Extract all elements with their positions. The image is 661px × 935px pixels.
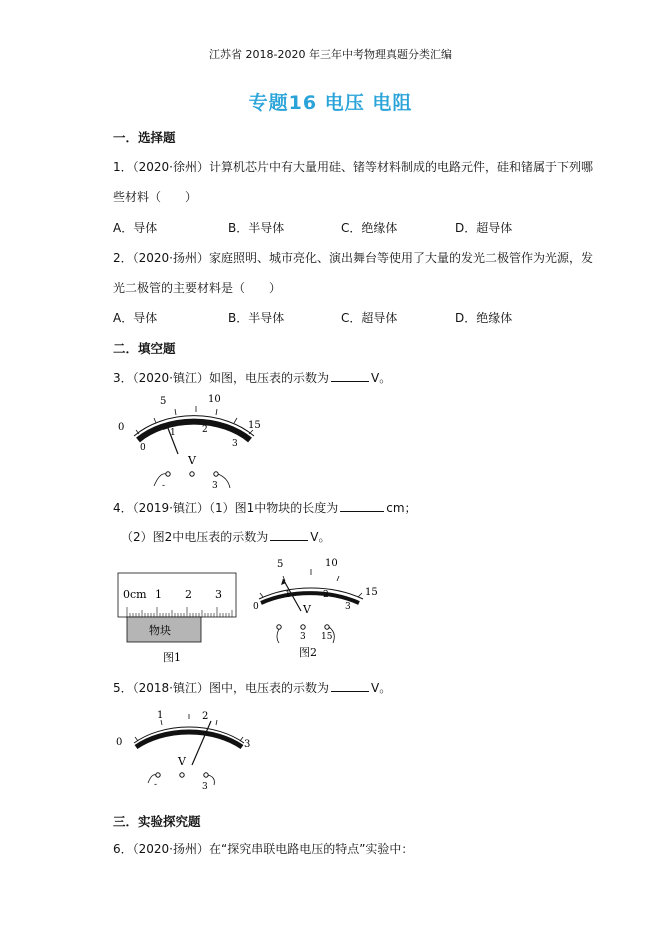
meter3-terminal-label-neg: - bbox=[154, 780, 158, 790]
meter1-inner-label-2: 2 bbox=[202, 425, 208, 435]
meter2-terminal-label-15: 15 bbox=[321, 632, 333, 642]
q3-text bbox=[113, 369, 391, 386]
q5-prefix: 5．（2018·镇江）图中，电压表的示数为 bbox=[113, 681, 329, 695]
q3-suffix: V。 bbox=[371, 371, 392, 385]
q2-line1: 2．（2020·扬州）家庭照明、城市亮化、演出舞台等使用了大量的发光二极管作为光源，发 bbox=[113, 251, 593, 265]
ruler-label-0cm: 0cm bbox=[123, 588, 147, 601]
q1-option-a: A．导体 bbox=[113, 221, 158, 235]
meter2-outer-label-5: 5 bbox=[277, 559, 284, 570]
meter2-symbol: V bbox=[303, 603, 311, 616]
meter3-symbol: V bbox=[178, 755, 186, 768]
q2-option-b: B．半导体 bbox=[228, 311, 285, 325]
meter3-label-3: 3 bbox=[244, 739, 251, 750]
q4-sub-text bbox=[121, 528, 331, 545]
q4-sub-prefix: （2）图2中电压表的示数为 bbox=[121, 530, 269, 544]
meter1-terminal-3 bbox=[214, 472, 218, 476]
meter3-terminal-mid bbox=[180, 773, 184, 777]
meter1-terminal-label-3: 3 bbox=[212, 481, 218, 490]
q1-line1: 1．（2020·徐州）计算机芯片中有大量用硅、锗等材料制成的电路元件，硅和锗属于下列哪 bbox=[113, 160, 593, 174]
meter1-outer-label-10: 10 bbox=[208, 394, 221, 405]
meter2-terminal-label-3: 3 bbox=[300, 632, 306, 642]
q3-prefix: 3．（2020·镇江）如图，电压表的示数为 bbox=[113, 371, 329, 385]
meter2-inner-label-1: 1 bbox=[285, 590, 291, 600]
q5-answer-blank[interactable] bbox=[331, 681, 369, 692]
meter3-label-0: 0 bbox=[116, 737, 123, 748]
ruler-label-1: 1 bbox=[155, 588, 162, 601]
meter1-band bbox=[138, 422, 250, 440]
meter2-outer-label-10: 10 bbox=[325, 558, 338, 569]
meter1-outer-label-15: 15 bbox=[248, 420, 261, 431]
meter1-outer-label-5: 5 bbox=[160, 396, 167, 407]
meter2-inner-label-2: 2 bbox=[323, 590, 329, 600]
q6-text: 6．（2020·扬州）在“探究串联电路电压的特点”实验中： bbox=[113, 842, 414, 856]
meter3-label-2: 2 bbox=[202, 711, 209, 722]
q2-option-c: C．超导体 bbox=[341, 311, 398, 325]
meter1-terminal-neg bbox=[166, 472, 170, 476]
meter3-label-1: 1 bbox=[157, 710, 164, 721]
meter1-terminal-mid bbox=[190, 472, 194, 476]
meter1-terminal-label-neg: - bbox=[162, 481, 166, 490]
q4-answer-blank-1[interactable] bbox=[340, 501, 384, 512]
q2-option-d: D．绝缘体 bbox=[455, 311, 513, 325]
q4-answer-blank-2[interactable] bbox=[270, 530, 308, 541]
q4-suffix: cm； bbox=[386, 501, 417, 515]
section-experiment-heading: 三．实验探究题 bbox=[113, 814, 201, 829]
q4-text bbox=[113, 499, 417, 516]
q5-suffix: V。 bbox=[371, 681, 392, 695]
q1-option-b: B．半导体 bbox=[228, 221, 285, 235]
q1-option-c: C．绝缘体 bbox=[341, 221, 398, 235]
q1-option-d: D．超导体 bbox=[455, 221, 513, 235]
figure-1-caption: 图1 bbox=[163, 651, 181, 664]
ruler-block-label: 物块 bbox=[149, 624, 171, 637]
meter1-inner-label-1: 1 bbox=[170, 428, 176, 438]
meter2-outer-label-15: 15 bbox=[365, 587, 378, 598]
meter2-inner-label-3: 3 bbox=[345, 602, 351, 612]
voltmeter-figure-3 bbox=[112, 703, 262, 795]
page-header: 江苏省 2018-2020 年三年中考物理真题分类汇编 bbox=[209, 48, 452, 61]
meter1-inner-label-3: 3 bbox=[232, 439, 238, 449]
page-title: 专题16 电压 电阻 bbox=[248, 92, 413, 114]
meter3-band bbox=[136, 732, 242, 747]
meter2-terminal-15 bbox=[325, 625, 329, 629]
figure-2-caption: 图2 bbox=[299, 646, 317, 659]
ruler-figure-1 bbox=[115, 570, 240, 665]
voltmeter-figure-1 bbox=[112, 390, 282, 490]
q2-option-a: A．导体 bbox=[113, 311, 158, 325]
section-choice-heading: 一．选择题 bbox=[113, 130, 176, 145]
ruler-label-3: 3 bbox=[215, 588, 222, 601]
meter3-terminal-neg bbox=[156, 773, 160, 777]
meter3-terminal-label-3: 3 bbox=[202, 782, 208, 792]
meter1-outer-label-0: 0 bbox=[118, 422, 125, 433]
voltmeter-figure-2 bbox=[245, 553, 385, 663]
meter2-inner-label-0: 0 bbox=[253, 602, 259, 612]
meter1-wire-right bbox=[218, 474, 230, 488]
section-fill-heading: 二．填空题 bbox=[113, 341, 176, 356]
meter2-wire-left bbox=[277, 629, 279, 643]
meter3-wire-right bbox=[208, 775, 214, 785]
meter3-terminal-3 bbox=[204, 773, 208, 777]
q1-line2: 些材料（ ） bbox=[113, 190, 198, 204]
q2-line2: 光二极管的主要材料是（ ） bbox=[113, 281, 282, 295]
meter2-terminal-3 bbox=[301, 625, 305, 629]
ruler-label-2: 2 bbox=[185, 588, 192, 601]
q4-sub-suffix: V。 bbox=[310, 530, 331, 544]
meter2-terminal-neg bbox=[277, 625, 281, 629]
q4-prefix: 4．（2019·镇江）（1）图1中物块的长度为 bbox=[113, 501, 339, 515]
q5-text bbox=[113, 679, 391, 696]
meter1-inner-label-0: 0 bbox=[140, 443, 146, 453]
meter1-symbol: V bbox=[188, 454, 196, 467]
q3-answer-blank[interactable] bbox=[331, 371, 369, 382]
